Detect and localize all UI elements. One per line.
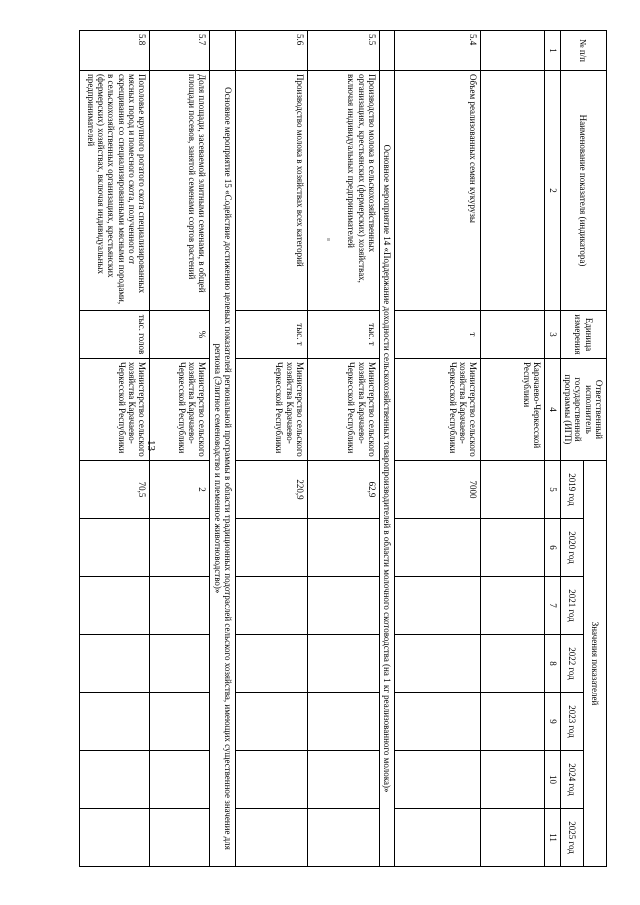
unit-cell: тыс. т: [235, 311, 307, 359]
col-number: 3: [545, 311, 560, 359]
table-row: [235, 31, 307, 867]
col-number: 1: [545, 31, 560, 71]
header-values-group: Значения показателей: [583, 461, 606, 867]
header-year: 2024 год: [560, 751, 583, 809]
unit-cell: т: [395, 311, 481, 359]
header-row-1: [583, 31, 606, 867]
value-2019: 220,9: [235, 461, 307, 519]
value-2019: 7000: [395, 461, 481, 519]
section-heading-14: Основное мероприятие 14 «Поддержание доходности сельскохозяйственных товаропроизводителей в области молочного скотоводства (на 1 кг реализованного молока)»: [379, 71, 394, 867]
responsible-cell: Министерство сельского хозяйства Карачаево-Черкесской Республики: [395, 359, 481, 461]
row-number: 5.8: [80, 31, 150, 71]
col-number: 9: [545, 693, 560, 751]
row-number: 5.7: [150, 31, 210, 71]
value-2019: 70,5: [80, 461, 150, 519]
responsible-cell: Министерство сельского хозяйства Карачаево-Черкесской Республики: [150, 359, 210, 461]
section-row: [210, 31, 236, 867]
col-number: 4: [545, 359, 560, 461]
header-year: 2023 год: [560, 693, 583, 751]
indicator-name: Объем реализованных семян кукурузы: [395, 71, 481, 311]
table-row: [150, 31, 210, 867]
header-year: 2020 год: [560, 519, 583, 577]
header-name: Наименование показателя (индикатора): [560, 71, 606, 311]
row-number: 5.5: [307, 31, 379, 71]
col-number: 5: [545, 461, 560, 519]
responsible-cell: Министерство сельского хозяйства Карачаево-Черкесской Республики: [235, 359, 307, 461]
unit-cell: тыс. голов: [80, 311, 150, 359]
indicator-name: Доля площади, засеваемой элитными семенами, в общей площади посевов, занятой семенами сортов растений: [150, 71, 210, 311]
table-row-continuation: [481, 31, 545, 867]
indicators-table: [79, 30, 607, 867]
responsible-cell: Карачаево-Черкесской Республики: [481, 359, 545, 461]
row-number: 5.6: [235, 31, 307, 71]
rotated-content: [85, 30, 607, 880]
table-row: [395, 31, 481, 867]
indicator-name: Производство молока в сельскохозяйственных организациях, крестьянских (фермерских) хозяйствах, включая индивидуальных предпринимателей: [307, 71, 379, 311]
table-row: [307, 31, 379, 867]
value-2019: 2: [150, 461, 210, 519]
col-number: 6: [545, 519, 560, 577]
header-num: № п/п: [560, 31, 606, 71]
value-2019: 62,9: [307, 461, 379, 519]
indicator-name: Поголовье крупного рогатого скота специализированных мясных пород и помесного скота, полученного от скрещивания со специализированными мясными породами, в сельскохозяйственных организациях, крестьянских (фермерских) хозяйствах, включая индивидуальных предпринимателей: [80, 71, 150, 311]
column-numbers-row: [545, 31, 560, 867]
header-year: 2022 год: [560, 635, 583, 693]
table-row: [80, 31, 150, 867]
section-heading-15: Основное мероприятие 15 «Содействие достижению целевых показателей региональной программы в области традиционных подотраслей сельского хозяйства, имеющих существенное значение для региона (Элитное семеноводство и племенное животноводство)»: [210, 71, 236, 867]
unit-cell: тыс. т: [307, 311, 379, 359]
header-year: 2021 год: [560, 577, 583, 635]
responsible-cell: Министерство сельского хозяйства Карачаево-Черкесской Республики: [80, 359, 150, 461]
section-row: [379, 31, 394, 867]
col-number: 7: [545, 577, 560, 635]
header-unit: Единица измерения: [560, 311, 606, 359]
col-number: 10: [545, 751, 560, 809]
header-year: 2025 год: [560, 809, 583, 867]
indicator-name: Производство молока в хозяйствах всех категорий: [235, 71, 307, 311]
header-responsible: Ответственный исполнитель государственной программы (ИГП): [560, 359, 606, 461]
unit-cell: %: [150, 311, 210, 359]
page-number: 13: [145, 440, 157, 451]
responsible-cell: Министерство сельского хозяйства Карачаево-Черкесской Республики: [307, 359, 379, 461]
col-number: 2: [545, 71, 560, 311]
col-number: 8: [545, 635, 560, 693]
row-number: 5.4: [395, 31, 481, 71]
col-number: 11: [545, 809, 560, 867]
header-year: 2019 год: [560, 461, 583, 519]
